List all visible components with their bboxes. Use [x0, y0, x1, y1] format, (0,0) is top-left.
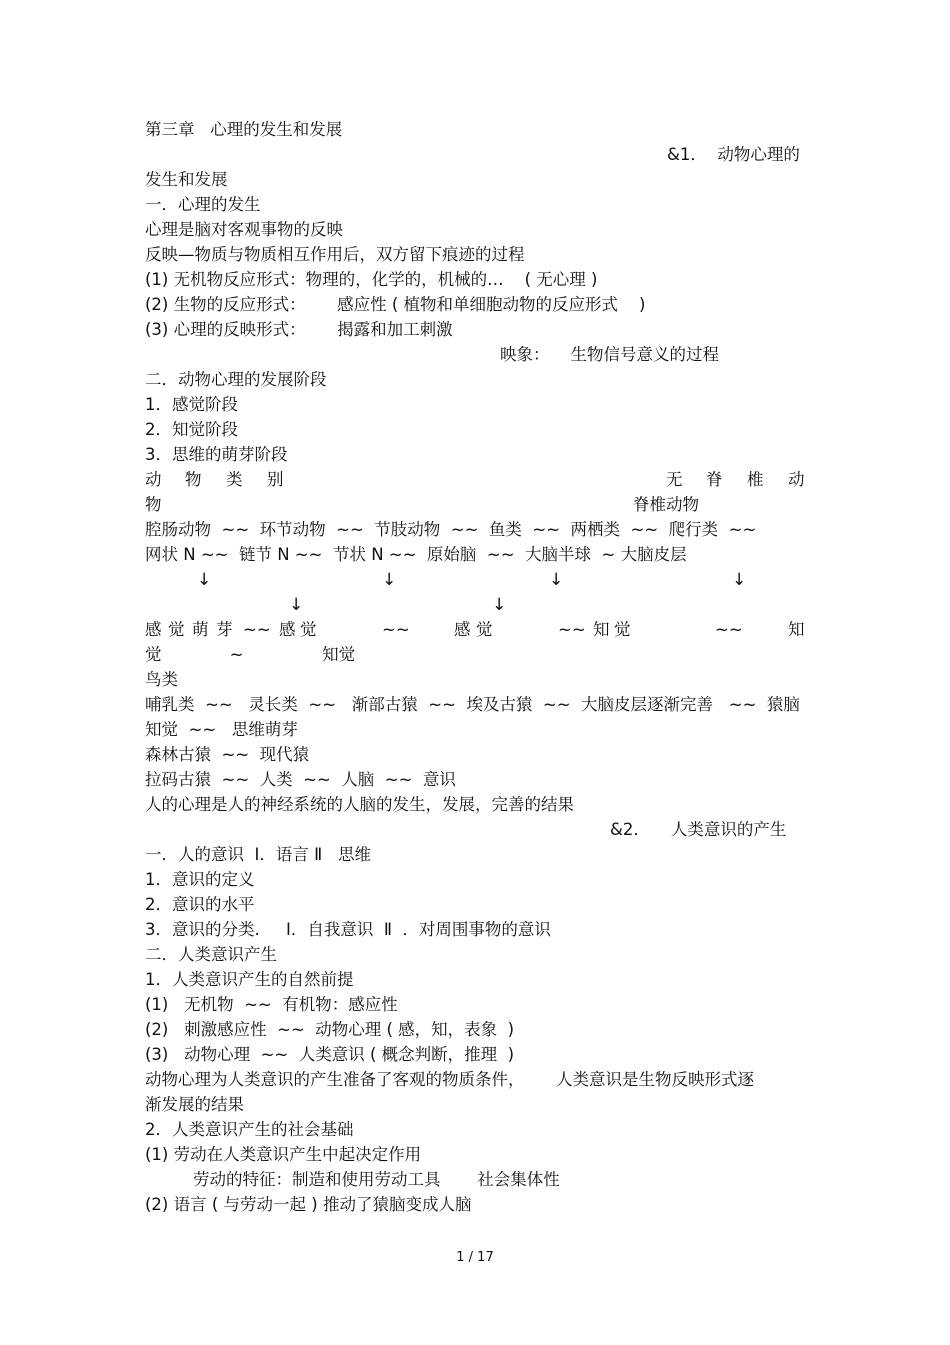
char: 动: [788, 470, 805, 489]
text-line: 鸟类: [145, 670, 178, 689]
text-line: 1．人类意识产生的自然前提: [145, 970, 354, 989]
down-arrow-icon: ↓: [289, 595, 304, 615]
char: 物: [185, 470, 202, 489]
text-line: (2) 刺激感应性 ~~ 动物心理 ( 感，知，表象 ): [145, 1020, 515, 1039]
text-line: 2．知觉阶段: [145, 420, 238, 439]
chapter-title: 第三章 心理的发生和发展: [145, 120, 343, 139]
text-line: 2．人类意识产生的社会基础: [145, 1120, 354, 1139]
char: 芽: [216, 620, 233, 639]
char: 椎: [747, 470, 764, 489]
char: ~~: [243, 620, 271, 639]
down-arrow-icon: ↓: [732, 570, 747, 590]
text-line: 3．意识的分类. Ⅰ．自我意识 Ⅱ ．对周围事物的意识: [145, 920, 551, 939]
char: 觉: [168, 620, 185, 639]
text-line: 发生和发展: [145, 170, 228, 189]
char: 别: [267, 470, 284, 489]
heading-line: 一．心理的发生: [145, 195, 261, 214]
char: 感: [279, 620, 296, 639]
section-heading-1: &1． 动物心理的: [667, 145, 800, 164]
text-line: 拉码古猿 ~~ 人类 ~~ 人脑 ~~ 意识: [145, 770, 456, 789]
char: 无: [666, 470, 683, 489]
char: 感: [454, 620, 471, 639]
char: 类: [226, 470, 243, 489]
char: 动: [145, 470, 162, 489]
text-line: 3．思维的萌芽阶段: [145, 445, 288, 464]
text-line: 劳动的特征：制造和使用劳动工具 社会集体性: [193, 1170, 560, 1189]
text-line: (1) 劳动在人类意识产生中起决定作用: [145, 1145, 422, 1164]
text-line: 1．感觉阶段: [145, 395, 238, 414]
text-line: (1) 无机物反应形式：物理的，化学的，机械的… ( 无心理 ): [145, 270, 598, 289]
down-arrow-icon: ↓: [492, 595, 507, 615]
text-line: (3) 心理的反映形式： 揭露和加工刺激: [145, 320, 453, 339]
text-line: (2) 语言 ( 与劳动一起 ) 推动了猿脑变成人脑: [145, 1195, 472, 1214]
section-heading-2: &2． 人类意识的产生: [610, 820, 787, 839]
char: 感: [145, 620, 162, 639]
text-line: 反映—物质与物质相互作用后，双方留下痕迹的过程: [145, 245, 525, 264]
text-fragment: 脊椎动物: [633, 495, 699, 514]
heading-line: 一．人的意识 Ⅰ．语言 Ⅱ 思维: [145, 845, 371, 864]
char: ~~: [382, 620, 410, 639]
page-number: 1 / 17: [456, 1250, 494, 1265]
char: 知: [788, 620, 805, 639]
char: 觉: [614, 620, 631, 639]
text-line: 人的心理是人的神经系统的人脑的发生，发展，完善的结果: [145, 795, 574, 814]
char: 萌: [192, 620, 209, 639]
text-line: 2．意识的水平: [145, 895, 255, 914]
down-arrow-icon: ↓: [549, 570, 564, 590]
text-line: (2) 生物的反应形式： 感应性 ( 植物和单细胞动物的反应形式 ): [145, 295, 646, 314]
text-line: (3) 动物心理 ~~ 人类意识 ( 概念判断，推理 ): [145, 1045, 515, 1064]
text-line: 1．意识的定义: [145, 870, 255, 889]
text-line: 腔肠动物 ~~ 环节动物 ~~ 节肢动物 ~~ 鱼类 ~~ 两栖类 ~~ 爬行类 ~~: [145, 520, 757, 539]
char: ~~: [558, 620, 586, 639]
text-line: (1) 无机物 ~~ 有机物：感应性: [145, 995, 398, 1014]
text-line: 哺乳类 ~~ 灵长类 ~~ 渐部古猿 ~~ 埃及古猿 ~~ 大脑皮层逐渐完善 ~~ 猿脑: [145, 695, 800, 714]
char: 觉: [476, 620, 493, 639]
char: 脊: [706, 470, 723, 489]
down-arrow-icon: ↓: [197, 570, 212, 590]
text-line: 心理是脑对客观事物的反映: [145, 220, 343, 239]
text-line: 动物心理为人类意识的产生准备了客观的物质条件， 人类意识是生物反映形式逐: [145, 1070, 754, 1089]
char: 觉: [300, 620, 317, 639]
text-line: 觉 ~ 知觉: [145, 645, 356, 664]
text-line: 网状 N ~~ 链节 N ~~ 节状 N ~~ 原始脑 ~~ 大脑半球 ~ 大脑皮层: [145, 545, 687, 564]
heading-line: 二．动物心理的发展阶段: [145, 370, 327, 389]
text-line: 知觉 ~~ 思维萌芽: [145, 720, 298, 739]
text-line: 渐发展的结果: [145, 1095, 244, 1114]
char: 物: [145, 495, 162, 514]
char: 知: [593, 620, 610, 639]
heading-line: 二．人类意识产生: [145, 945, 277, 964]
text-line: 森林古猿 ~~ 现代猿: [145, 745, 310, 764]
down-arrow-icon: ↓: [382, 570, 397, 590]
char: ~~: [715, 620, 743, 639]
text-line: 映象： 生物信号意义的过程: [500, 345, 719, 364]
